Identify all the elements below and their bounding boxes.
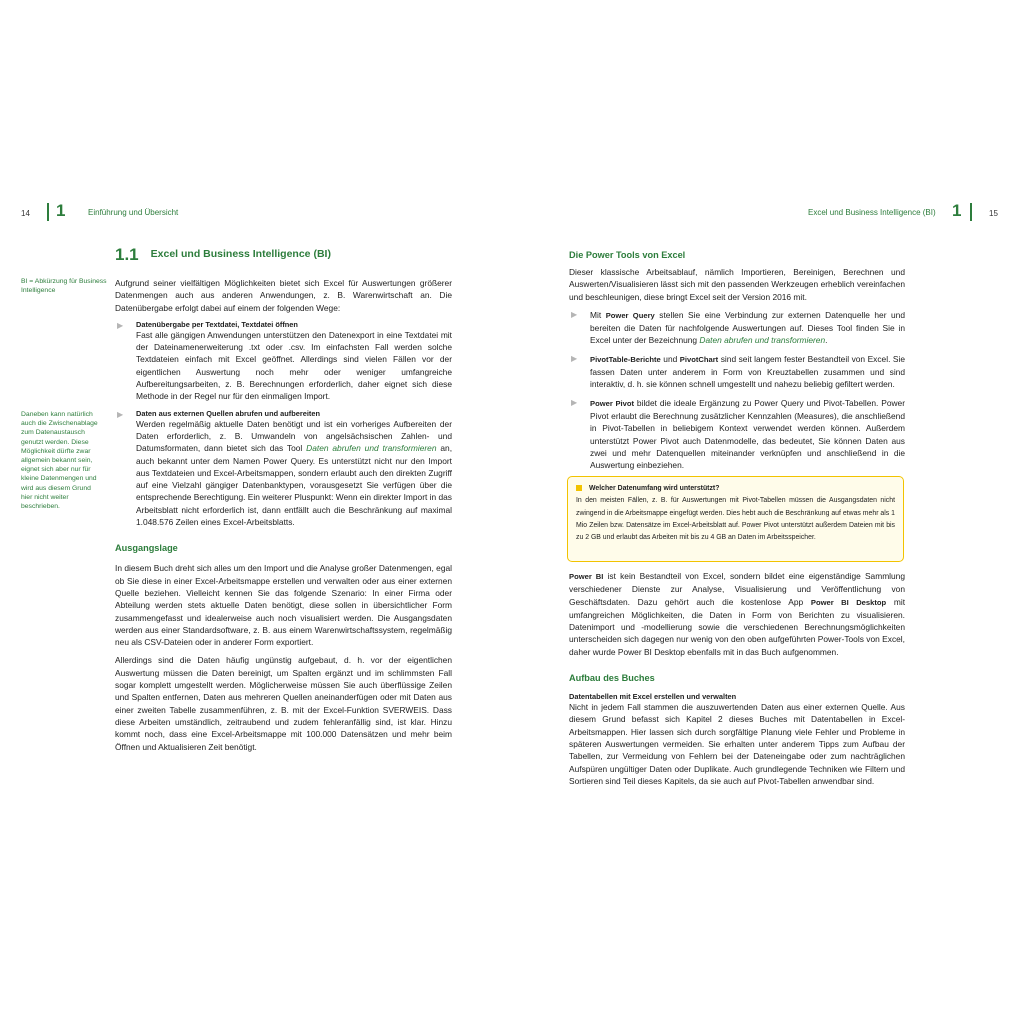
paragraph-aufbau: Nicht in jedem Fall stammen die auszuwertenden Daten aus einer externen Quelle. Aus diesem Grund befasst sich Kapitel 2 dieses Buches mit Datentabellen in Excel-Arbeitsmappen. Hier lassen sich durch sorgfältige Planung viele Fehler und Probleme in späteren Auswertungen vermeiden. Sie erhalten unter anderem Tipps zum Aufbau der Tabellen, zur Vermeidung von Fehlern bei der Dateneingabe oder zum nachträglichen Aufspüren ungültiger Daten oder Duplikate. Auch grundlegende Techniken wie Filtern und Sortieren sind Teil dieses Kapitels, da sie auch auf Pivot-Tabellen anwendbar sind. — [569, 702, 905, 786]
bullet-triangle-icon: ▶ — [117, 409, 124, 419]
chapter-number-left: 1 — [56, 201, 66, 220]
info-box-text: In den meisten Fällen, z. B. für Auswertungen mit Pivot-Tabellen müssen die Ausgangsdaten nicht zwingend in die Arbeitsmappe eingefügt werden. Dies hebt auch die Beschränkung auf etwas mehr als 1 Mio Zeilen bzw. Datensätze im Excel-Arbeitsblatt auf. Power Pivot unterstützt außerdem Dateien mit bis zu 2 GB und erlaubt das Arbeiten mit bis zu 4 GB an Daten im Arbeitsspeicher. — [576, 497, 895, 542]
tool-name-link: Daten abrufen und transformieren — [306, 443, 437, 454]
left-column — [115, 277, 452, 753]
right-column-bottom — [569, 570, 905, 787]
list-item — [569, 397, 905, 472]
bullet-triangle-icon: ▶ — [571, 397, 578, 407]
bullet-text: Mit Power Query stellen Sie eine Verbindung zur externen Datenquelle her und bereiten die Daten für nachfolgende Auswertungen auf. Dieses Tool finden Sie in Excel unter der Bezeichnung Daten abrufen und transformieren. — [590, 309, 905, 346]
heading-power-tools: Die Power Tools von Excel — [569, 250, 686, 260]
paragraph-power-tools: Dieser klassische Arbeitsablauf, nämlich Importieren, Bereinigen, Berechnen und Auswerten/Visualisieren lässt sich mit den passenden Werkzeugen erheblich vereinfachen und beschleunigen, diese bringt Excel seit der Version 2016 mit. — [569, 267, 905, 302]
list-item — [569, 309, 905, 347]
sidenote-clipboard: Daneben kann natürlich auch die Zwischenablage zum Datenaustausch genutzt werden. Diese Möglichkeit dürfte zwar allgemein bekannt sein, eignet sich aber nur für kleine Datenmengen und wird aus diesem Grund hier nicht weiter beschrieben. — [21, 411, 98, 511]
info-box-title: Welcher Datenumfang wird unterstützt? — [589, 485, 720, 492]
bullet-triangle-icon: ▶ — [117, 320, 124, 330]
bullet-title: Datenübergabe per Textdatei, Textdatei öffnen — [136, 319, 298, 329]
bullet-title: Daten aus externen Quellen abrufen und aufbereiten — [136, 408, 320, 418]
heading-aufbau: Aufbau des Buches — [569, 673, 655, 684]
section-title: Excel und Business Intelligence (BI) — [150, 248, 331, 260]
bullet-text: PivotTable-Berichte und PivotChart sind seit langem fester Bestandteil von Excel. Sie fassen Daten unter anderem in Form von Kreuztabellen zusammen und sind interaktiv, d. h. sie können schnell umgestellt und nahezu beliebig gefiltert werden. — [590, 353, 906, 390]
bullet-triangle-icon: ▶ — [571, 353, 578, 363]
paragraph-power-bi: Power BI ist kein Bestandteil von Excel, sondern bildet eine eigenständige Sammlung verschiedener Dienste zur Analyse, Visualisierung und Veröffentlichung von Geschäftsdaten. Dazu gehört auch die kostenlose App Power BI Desktop mit umfangreichen Möglichkeiten, die Daten in Form von Berichten zu visualisieren. Datenimport und -modellierung sowie die verschiedenen Berechnungsmöglichkeiten unterscheiden sich dagegen nur wenig von den oben aufgeführten Power-Tools von Excel, daher wurde Power BI Desktop ebenfalls mit in das Buch aufgenommen. — [569, 571, 906, 657]
bullet-triangle-icon: ▶ — [571, 309, 578, 319]
tool-name-link: Daten abrufen und transformieren — [699, 335, 826, 346]
list-item — [115, 409, 452, 529]
header-rule-right — [970, 203, 972, 221]
paragraph-allerdings: Allerdings sind die Daten häufig ungünstig aufgebaut, d. h. vor der eigentlichen Auswertung müssen die Daten bereinigt, um Spalten ergänzt und im schlimmsten Fall sogar komplett umgestellt werden. Möglicherweise müssen Sie auch überflüssige Zeilen und Spalten entfernen, Daten aus mehreren Quellen aneinanderfügen oder mit Daten aus einer zweiten Tabelle zusammenführen, z. B. mit der Excel-Funktion SVERWEIS. Dass diese Arbeiten umständlich, zeitraubend und zudem fehleranfällig sind, ist klar. Hinzu kommt noch, dass eine Excel-Arbeitsmappe mit 100.000 Datensätzen und mehr beim Öffnen und Aktualisieren Zeit benötigt. — [115, 655, 452, 752]
chapter-title-left: Einführung und Übersicht — [88, 208, 179, 217]
list-item — [115, 320, 452, 403]
sidenote-bi: BI = Abkürzung für Business Intelligence — [21, 278, 107, 295]
info-box — [567, 476, 904, 562]
header-rule-left — [47, 203, 49, 221]
note-square-icon — [576, 485, 582, 491]
bullet-text: Fast alle gängigen Anwendungen unterstützen den Datenexport in eine Textdatei mit der Dateinamenerweiterung .txt oder .csv. Im einfachsten Fall werden solche Textdateien einfach mit Excel geöffnet. Allerdings sind vielen Fällen vor der eigentlichen Auswertung noch mehr oder weniger umfangreiche Aufbereitungsarbeiten, z. B. Berechnungen erforderlich, daher eignet sich diese Methode in der Regel nur für den einmaligen Import. — [136, 329, 452, 402]
page-number-right: 15 — [989, 209, 998, 218]
chapter-number-right: 1 — [952, 201, 962, 220]
bullet-text: Werden regelmäßig aktuelle Daten benötigt und ist ein vorheriges Aufbereiten der Daten erforderlich, z. B. Umwandeln von angelsächsischen Zahlen- und Datumsformaten, dann bietet sich das Tool Daten abrufen und transformieren an, auch bekannt unter dem Namen Power Query. Es unterstützt nicht nur den Import aus Textdateien und Excel-Arbeitsmappen, sondern erlaubt auch den direkten Zugriff auf eine Vielzahl gängiger Datenbanktypen, vorausgesetzt Sie verfügen über die entsprechende Berechtigung. Ein weiterer Pluspunkt: Wenn ein direkter Import in das Arbeitsblatt nicht erforderlich ist, dann entfällt auch die Beschränkung auf maximal 1.048.576 Zeilen eines Excel-Arbeitsblatts. — [136, 418, 453, 528]
heading-ausgangslage: Ausgangslage — [115, 543, 178, 554]
subheading-datentabellen: Datentabellen mit Excel erstellen und verwalten — [569, 692, 737, 702]
section-number: 1.1 — [115, 245, 139, 264]
list-item — [569, 353, 905, 391]
section-heading — [115, 245, 331, 265]
bullet-text: Power Pivot bildet die ideale Ergänzung zu Power Query und Pivot-Tabellen. Power Pivot erlaubt die Berechnung zusätzlicher Kennzahlen (Measures), die anschließend in Pivot-Tabellen in beliebigem Kontext verwendet werden können. Außerdem unterstützt Power Pivot auch Datenmodelle, das bedeutet, Sie können Daten aus zwei und mehr Datenquellen miteinander verknüpfen und anschließend in die Auswertung einbeziehen. — [590, 397, 905, 471]
right-column-top — [569, 250, 905, 471]
section-title-right: Excel und Business Intelligence (BI) — [808, 208, 936, 217]
page-number-left: 14 — [21, 209, 30, 218]
paragraph-ausgangslage: In diesem Buch dreht sich alles um den Import und die Analyse großer Datenmengen, egal ob Sie diese in einer Excel-Arbeitsmappe erstellen und verwalten oder aus einer externen Quelle beziehen. Vielleicht kennen Sie das folgende Szenario: In einer Firma oder Abteilung werden stets aktuelle Daten benötigt, diese sollen in übersichtlicher Form zusammengefasst und idealerweise auch noch visualisiert werden. Die Ausgangsdaten werden aus einer Standardsoftware, z. B. aus einem Warenwirtschaftssystem, regelmäßig neu als CSV-Dateien oder in anderer Form exportiert. — [115, 563, 452, 648]
intro-paragraph: Aufgrund seiner vielfältigen Möglichkeiten bietet sich Excel für Auswertungen größerer Datenmengen auch aus anderen Anwendungen, z. B. Warenwirtschaft an. Die Datenübergabe erfolgt dabei auf einem der folgenden Wege: — [115, 278, 452, 313]
